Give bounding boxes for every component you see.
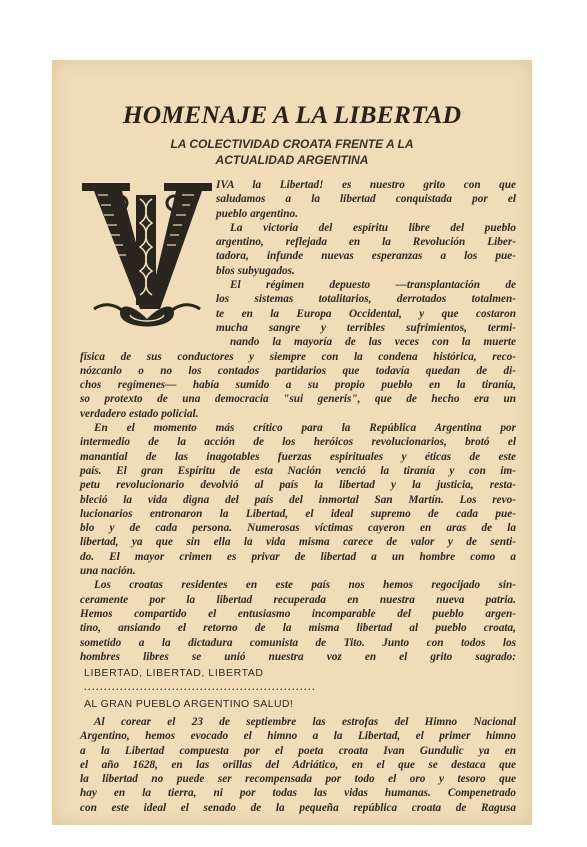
text-line: Argentino, hemos evocado el himno a la Libertad, el primer himno [80, 730, 516, 743]
text-line: En el momento más crítico para la República Argentina por [94, 422, 516, 435]
text-line: blos subyugados. [216, 264, 295, 277]
text-line: la libertad no puede ser recompensada por todo el oro y tesoro que [80, 773, 516, 786]
salute-line: AL GRAN PUEBLO ARGENTINO SALUD! [84, 697, 294, 710]
text-line: argentino, reflejada en la Revolución Liber- [216, 236, 516, 249]
text-line: hombres libres se unió nuestra voz en el grito sagrado: [80, 650, 516, 663]
text-line: petu revolucionario devolvió al país la libertad y la justicia, resta- [80, 479, 516, 492]
text-line: nózcanlo o no los contados partidarios que todavía quedan de di- [80, 364, 516, 377]
subtitle-line: ACTUALIDAD ARGENTINA [215, 153, 369, 167]
text-line: mucha sangre y terribles sufrimientos, termi- [216, 321, 516, 334]
text-line: pueblo argentino. [216, 207, 298, 220]
text-line: el año 1628, en las orillas del Adriático, en el que se destaca que [80, 758, 516, 771]
text-line: con este ideal el senado de la pequeña república croata de Ragusa [80, 801, 516, 814]
text-line: saludamos a la libertad conquistada por el [216, 193, 516, 206]
text-line: blo y de cada persona. Numerosas víctimas cayeron en aras de la [80, 522, 516, 535]
text-line: sometido a la dictadura comunista de Tito. Junto con todos los [80, 636, 516, 649]
article-title: HOMENAJE A LA LIBERTAD [122, 100, 462, 129]
text-line: manantial de las inagotables fuerzas espirituales y éticas de este [80, 450, 516, 463]
text-line: Los croatas residentes en este país nos hemos regocijado sin- [94, 579, 516, 592]
text-line: libertad, ya que sin ella la vida misma carece de valor y de senti- [80, 536, 516, 549]
text-line: país. El gran Espíritu de esta Nación venció la tiranía y con im- [80, 464, 516, 477]
text-line: El régimen depuesto —transplantación de [230, 279, 516, 292]
cry-line: LIBERTAD, LIBERTAD, LIBERTAD [84, 667, 264, 680]
text-line: hay en la tierra, ni por todas las vidas humanas. Compenetrado [80, 787, 516, 800]
article-body [80, 178, 516, 815]
text-line: los sistemas totalitarios, derrotados totalmen- [216, 293, 516, 306]
text-line: Al corear el 23 de septiembre las estrofas del Himno Nacional [94, 715, 516, 728]
text-line: nando la mayoría de las veces con la muerte [230, 336, 516, 349]
text-line: so protexto de una democracia "sui generis", que de hecho era un [80, 393, 516, 406]
text-line: bleció la vida digna del país del inmortal San Martín. Los revo- [80, 493, 516, 506]
text-line: una nación. [80, 565, 136, 578]
text-line: IVA la Libertad! es nuestro grito con que [216, 179, 516, 191]
article-subtitle [52, 136, 532, 168]
text-line: tino, ansiando el retorno de la misma libertad al pueblo croata, [80, 622, 516, 635]
text-line: Hemos compartido el entusiasmo incomparable del pueblo argen- [80, 607, 516, 620]
text-line: do. El mayor crimen es privar de libertad a un hombre como a [80, 550, 516, 563]
text-line: a la Libertad compuesta por el poeta croata Ivan Gundulic ya en [80, 744, 516, 757]
text-line: tadora, infunde nuevas esperanzas a los pue- [216, 250, 516, 263]
subtitle-line: LA COLECTIVIDAD CROATA FRENTE A LA [170, 137, 414, 151]
text-line: chos regímenes— había sumido a su propio pueblo en la tiranía, [80, 379, 516, 392]
text-line: La victoria del espíritu libre del pueblo [230, 221, 516, 234]
dotted-separator: .......................................................... [84, 682, 317, 693]
text-line: ceramente por la libertad recuperada en nuestra nueva patria. [80, 593, 516, 606]
text-line: verdadero estado policial. [80, 407, 199, 420]
text-line: intermedio de la acción de los heróicos revolucionarios, brotó el [80, 436, 516, 449]
text-line: lucionarios entronaron la Libertad, el ideal supremo de cada pue- [80, 507, 516, 520]
text-line: te en la Europa Occidental, y que costaron [216, 307, 516, 320]
magazine-page [52, 60, 532, 825]
text-line: física de sus conductores y siempre con la condena histórica, reco- [80, 350, 516, 363]
